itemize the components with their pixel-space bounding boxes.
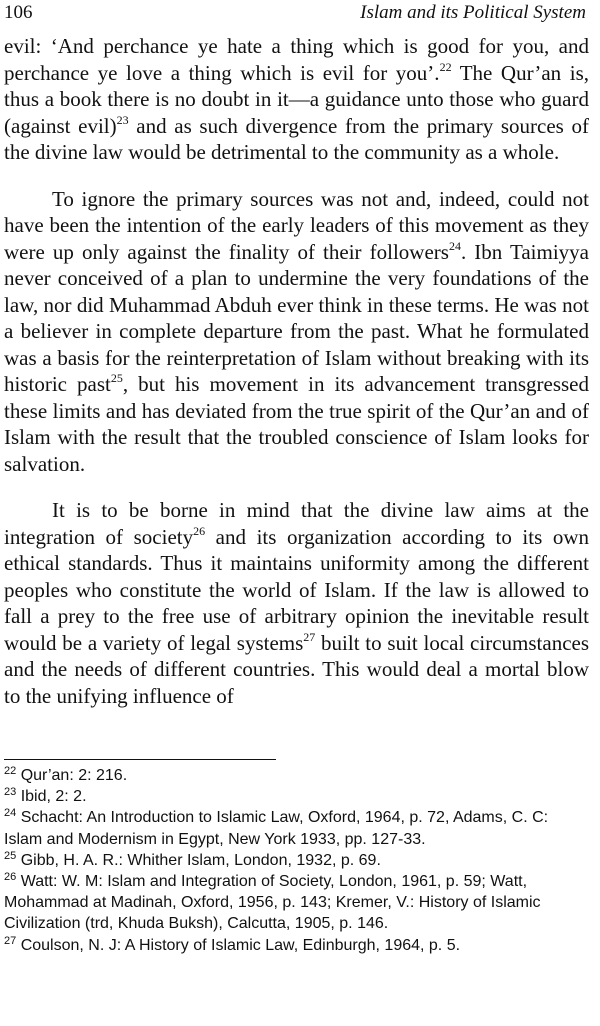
paragraph-text: and as such divergence from the primary sources of the divine law would be detrimental to the community as a whole. <box>4 113 589 164</box>
footnote <box>4 871 589 935</box>
footnote <box>4 786 589 807</box>
paragraph-text: and its organization according to its own ethical standards. Thus it maintains uniformity among the different peoples who constitute the world of Islam. If the law is allowed to fall a prey to the free use of arbitrary opinion the inevitable result would be a variety of legal systems <box>4 524 590 655</box>
footnote-number: 22 <box>4 765 17 777</box>
footnote-number: 25 <box>4 849 17 862</box>
footnote <box>4 807 589 849</box>
footnote-text: Watt: W. M: Islam and Integration of Society, London, 1961, p. 59; Watt, Mohammad at Madinah, Oxford, 1956, p. 143; Kremer, V.: History of Islamic Civilization (trd, Khuda Buksh), Calcutta, 1905, p. 146. <box>4 873 541 933</box>
footnote-text: Qur’an: 2: 216. <box>16 767 128 784</box>
page-number: 106 <box>4 2 33 23</box>
footnote-number: 23 <box>4 786 17 799</box>
footnote-ref: 24 <box>448 238 461 253</box>
footnote <box>4 765 589 786</box>
paragraph-gap <box>4 477 589 497</box>
footnote-text: Ibid, 2: 2. <box>16 788 87 806</box>
paragraph-text: To ignore the primary sources was not and, indeed, could not have been the intention of the early leaders of this movement as they were up only against the finality of their followers <box>4 186 589 264</box>
footnote-number: 24 <box>4 807 17 820</box>
footnote-ref: 23 <box>116 112 129 127</box>
footnote <box>4 935 589 956</box>
footnote-number: 27 <box>4 934 17 947</box>
footnote-rule <box>4 759 276 760</box>
paragraph-text: built to suit local circumstances and the needs of different countries. This would deal a mortal blow to the unifying influence of <box>4 630 590 708</box>
footnote-text: Schacht: An Introduction to Islamic Law, Oxford, 1964, p. 72, Adams, C. C: Islam and Modernism in Egypt, New York 1933, pp. 127-33. <box>4 809 549 848</box>
footnote <box>4 850 589 871</box>
paragraph-gap <box>4 166 589 186</box>
footnote-ref: 22 <box>439 59 452 74</box>
paragraph-text: evil: ‘And perchance ye hate a thing which is good for you, and perchance ye love a thing which is evil for you’. <box>4 34 589 85</box>
paragraph-text: It is to be borne in mind that the divine law aims at the integration of society <box>4 498 589 549</box>
paragraph-text: . Ibn Taimiyya never conceived of a plan to undermine the very foundations of the law, nor did Muhammad Abduh ever think in these terms. He was not a believer in complete departure from the past. What he formulated was a basis for the reinterpretation of Islam without breaking with its historic past <box>4 239 590 396</box>
paragraph <box>4 186 589 478</box>
body-text <box>4 33 589 709</box>
paragraph-text: The Qur’an is, thus a book there is no doubt in it—a guidance unto those who guard (against evil) <box>4 60 589 138</box>
footnote-ref: 26 <box>193 523 206 538</box>
paragraph <box>4 497 589 709</box>
running-title: Islam and its Political System <box>360 2 586 23</box>
footnote-ref: 27 <box>303 629 316 644</box>
paragraph <box>4 33 589 166</box>
footnote-text: Coulson, N. J: A History of Islamic Law, Edinburgh, 1964, p. 5. <box>16 936 461 954</box>
page-header <box>4 2 586 30</box>
footnote-ref: 25 <box>110 371 123 385</box>
footnote-number: 26 <box>4 871 17 884</box>
paragraph-text: , but his movement in its advancement transgressed these limits and has deviated from the true spirit of the Qur’an and of Islam with the result that the troubled conscience of Islam looks for salvation. <box>4 372 589 476</box>
footnote-text: Gibb, H. A. R.: Whither Islam, London, 1932, p. 69. <box>16 851 381 869</box>
footnotes <box>4 765 589 956</box>
